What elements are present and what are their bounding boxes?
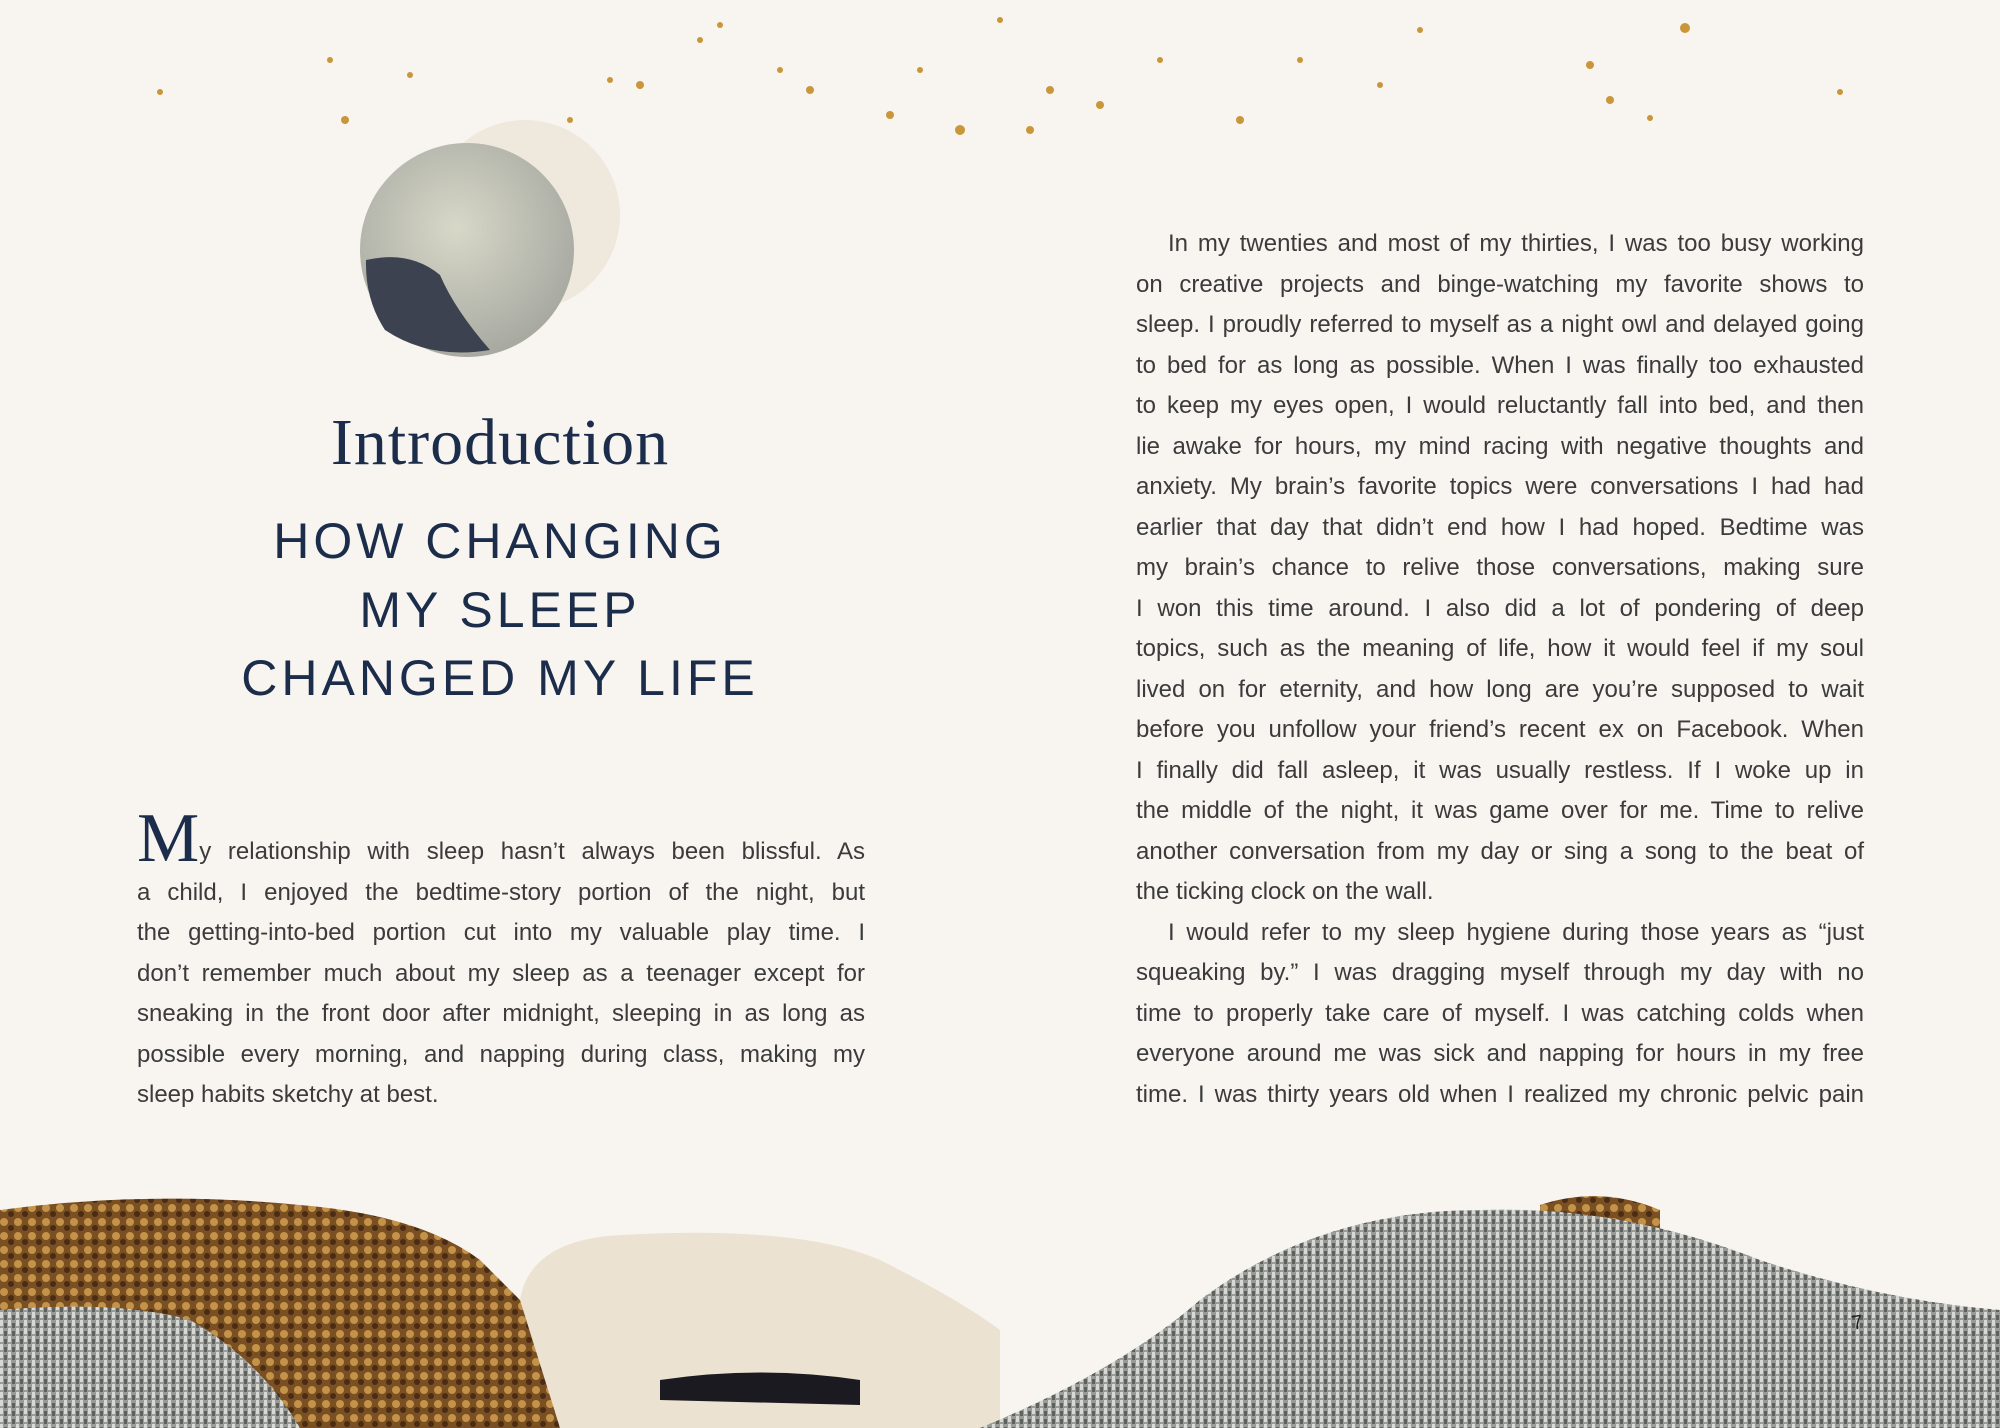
text-line: the ticking clock on the wall.	[1136, 878, 1434, 905]
text-line: don’t remember much about my sleep as a teenager except for	[137, 959, 865, 987]
text-line: time. I was thirty years old when I realized my chronic pelvic pain	[1136, 1080, 1864, 1108]
gold-speckles	[157, 17, 1843, 135]
subtitle-line: CHANGED MY LIFE	[241, 650, 759, 706]
text-line: sleep habits sketchy at best.	[137, 1081, 439, 1108]
chapter-title: Introduction	[330, 406, 670, 479]
text-line: I would refer to my sleep hygiene during those years as “just	[1168, 918, 1864, 946]
text-line: to bed for as long as possible. When I was finally too exhausted	[1136, 351, 1864, 379]
text-line: possible every morning, and napping during class, making my	[137, 1040, 865, 1068]
text-line: I finally did fall asleep, it was usually restless. If I woke up in	[1136, 756, 1864, 784]
left-body-text	[137, 800, 865, 1116]
text-line: everyone around me was sick and napping for hours in my free	[1136, 1040, 1864, 1067]
text-line: the getting-into-bed portion cut into my valuable play time. I	[137, 919, 865, 946]
text-line: sneaking in the front door after midnight, sleeping in as long as	[137, 1000, 865, 1027]
text-line: a child, I enjoyed the bedtime-story portion of the night, but	[137, 878, 865, 906]
text-line: lie awake for hours, my mind racing with negative thoughts and	[1136, 432, 1864, 460]
text-line: before you unfollow your friend’s recent ex on Facebook. When	[1136, 716, 1864, 743]
subtitle-line: MY SLEEP	[359, 582, 641, 638]
text-line: topics, such as the meaning of life, how it would feel if my soul	[1136, 635, 1864, 662]
drop-cap: M	[137, 800, 200, 877]
subtitle-line: HOW CHANGING	[273, 513, 727, 569]
text-line: I won this time around. I also did a lot of pondering of deep	[1136, 594, 1864, 622]
text-line: to keep my eyes open, I would reluctantly fall into bed, and then	[1136, 392, 1864, 419]
text-line: My relationship with sleep hasn’t always been blissful. As	[137, 800, 865, 877]
right-body-text	[1136, 224, 1864, 1115]
text-line: the middle of the night, it was game over for me. Time to relive	[1136, 797, 1864, 824]
text-line: another conversation from my day or sing a song to the beat of	[1136, 837, 1864, 865]
text-line: anxiety. My brain’s favorite topics were conversations I had had	[1136, 473, 1864, 500]
text-line: on creative projects and binge-watching my favorite shows to	[1136, 270, 1864, 298]
text-line: earlier that day that didn’t end how I had hoped. Bedtime was	[1136, 513, 1864, 541]
text-line: squeaking by.” I was dragging myself through my day with no	[1136, 959, 1864, 986]
page-number: 7	[1850, 1311, 1865, 1335]
text-line: In my twenties and most of my thirties, I was too busy working	[1168, 230, 1864, 257]
text-line: time to properly take care of myself. I was catching colds when	[1136, 999, 1864, 1027]
text-line: lived on for eternity, and how long are you’re supposed to wait	[1136, 675, 1864, 703]
text-line: my brain’s chance to relive those conversations, making sure	[1136, 554, 1864, 581]
text-line: sleep. I proudly referred to myself as a night owl and delayed going	[1136, 311, 1864, 338]
